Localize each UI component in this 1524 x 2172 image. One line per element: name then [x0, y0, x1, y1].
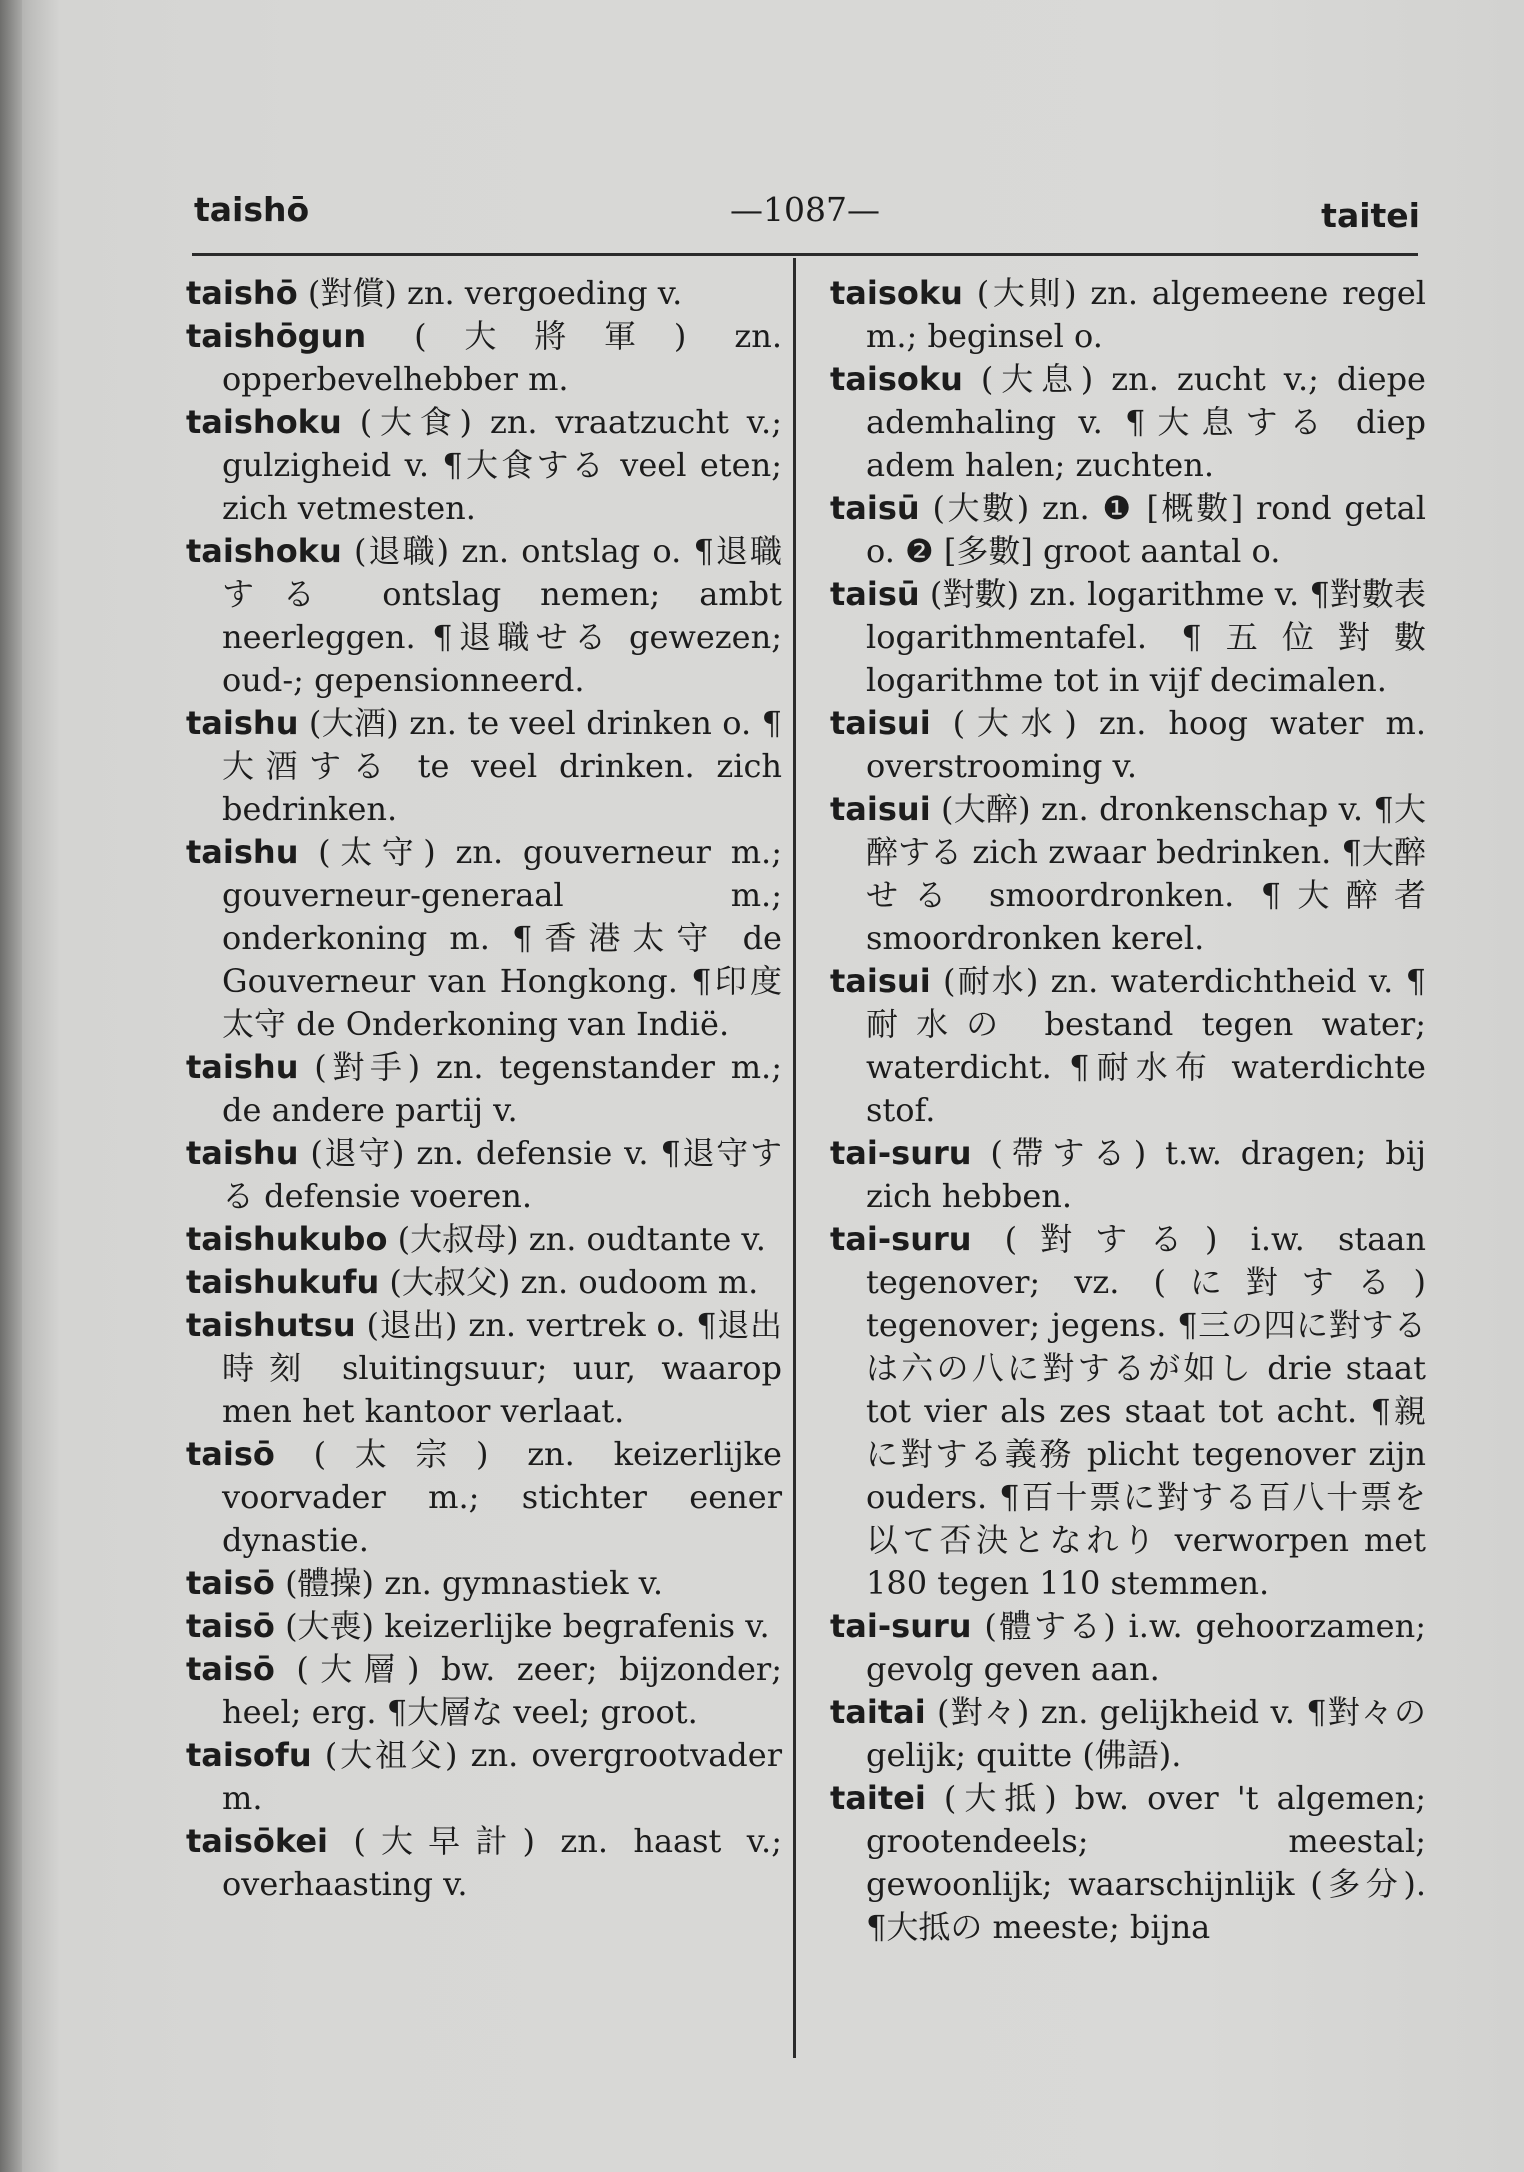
entry-body: (對數) zn. logarithme v. ¶對數表 logarithmentafel. ¶五位對數 logarithme tot in vijf decimalen. [866, 575, 1426, 699]
headword: taishukubo [186, 1220, 388, 1258]
dictionary-entry [830, 788, 1426, 960]
entry-body: (體操) zn. gymnastiek v. [274, 1564, 664, 1602]
dictionary-entry [830, 1777, 1426, 1949]
dictionary-entry [186, 702, 782, 831]
headword: taishoku [186, 403, 342, 441]
entry-body: (大息) zn. zucht v.; diepe ademhaling v. ¶大息する diep adem halen; zuchten. [866, 360, 1426, 484]
headword: taisōkei [186, 1822, 328, 1860]
entry-body: (大抵) bw. over 't algemen; grootendeels; meestal; gewoonlijk; waarschijnlijk (多分). ¶大抵の meeste; bijna [866, 1779, 1426, 1946]
entry-body: (對々) zn. gelijkheid v. ¶對々の gelijk; quitte (佛語). [866, 1693, 1426, 1774]
dictionary-entry [186, 1605, 782, 1648]
entry-body: (大則) zn. algemeene regel m.; beginsel o. [866, 274, 1426, 355]
headword: taisoku [830, 274, 963, 312]
dictionary-entry [830, 573, 1426, 702]
headword: taisoku [830, 360, 963, 398]
dictionary-entry [186, 1132, 782, 1218]
dictionary-entry [186, 1433, 782, 1562]
dictionary-entry [830, 960, 1426, 1132]
dictionary-entry [830, 272, 1426, 358]
left-column [186, 272, 782, 1906]
dictionary-entry [186, 1304, 782, 1433]
page-header [190, 190, 1420, 240]
entry-body: (退職) zn. ontslag o. ¶退職する ontslag nemen; ambt neerleggen. ¶退職せる gewezen; oud-; gepensionneerd. [222, 532, 782, 699]
headword: taisui [830, 704, 931, 742]
headword: taishoku [186, 532, 342, 570]
entry-body: (大早計) zn. haast v.; overhaasting v. [222, 1822, 782, 1903]
dictionary-entry [186, 1734, 782, 1820]
dictionary-entry [186, 530, 782, 702]
dictionary-entry [186, 401, 782, 530]
dictionary-entry [186, 1648, 782, 1734]
entry-body: (大酒) zn. te veel drinken o. ¶大酒する te veel drinken. zich bedrinken. [222, 704, 782, 828]
headword: taishu [186, 833, 299, 871]
headword: taitei [830, 1779, 926, 1817]
headword: taishō [186, 274, 298, 312]
headword: taishukufu [186, 1263, 380, 1301]
entry-body: (大水) zn. hoog water m. overstrooming v. [866, 704, 1426, 785]
dictionary-entry [830, 1605, 1426, 1691]
dictionary-entry [830, 1132, 1426, 1218]
entry-body: (退守) zn. defensie v. ¶退守する defensie voeren. [222, 1134, 782, 1215]
dictionary-entry [186, 1562, 782, 1605]
entry-body: (大數) zn. ❶ [概數] rond getal o. ❷ [多數] groot aantal o. [866, 489, 1426, 570]
dictionary-entry [830, 358, 1426, 487]
headword: taishōgun [186, 317, 367, 355]
headword: taitai [830, 1693, 926, 1731]
entry-body: (帶する) t.w. dragen; bij zich hebben. [866, 1134, 1426, 1215]
entry-body: (對手) zn. tegenstander m.; de andere partij v. [222, 1048, 782, 1129]
dictionary-entry [186, 1218, 782, 1261]
entry-body: (耐水) zn. waterdichtheid v. ¶耐水の bestand tegen water; waterdicht. ¶耐水布 waterdichte stof. [866, 962, 1426, 1129]
headword: taishu [186, 1134, 299, 1172]
headword: taisofu [186, 1736, 312, 1774]
headword: taishutsu [186, 1306, 356, 1344]
book-spine-shadow [0, 0, 22, 2172]
column-divider [793, 258, 796, 2058]
headword: taisui [830, 790, 931, 828]
headword: taisū [830, 489, 920, 527]
headword: taisū [830, 575, 920, 613]
header-rule [192, 253, 1418, 256]
right-column [830, 272, 1426, 1949]
entry-body: (對償) zn. vergoeding v. [297, 274, 683, 312]
headword: tai-suru [830, 1134, 972, 1172]
dictionary-entry [830, 702, 1426, 788]
headword: tai-suru [830, 1220, 972, 1258]
header-right-guideword: taitei [1321, 196, 1420, 235]
headword: taishu [186, 1048, 299, 1086]
dictionary-entry [186, 1261, 782, 1304]
page-number: —1087— [730, 190, 880, 229]
entry-body: (太守) zn. gouverneur m.; gouverneur-generaal m.; onderkoning m. ¶香港太守 de Gouverneur van Hongkong. ¶印度太守 de Onderkoning van Indië. [222, 833, 782, 1043]
entry-body: (大祖父) zn. overgrootvader m. [222, 1736, 782, 1817]
headword: taisō [186, 1564, 275, 1602]
dictionary-entry [830, 1218, 1426, 1605]
dictionary-entry [186, 272, 782, 315]
entry-body: (大食) zn. vraatzucht v.; gulzigheid v. ¶大食する veel eten; zich vetmesten. [222, 403, 782, 527]
dictionary-entry [186, 1046, 782, 1132]
dictionary-entry [186, 315, 782, 401]
dictionary-entry [186, 1820, 782, 1906]
headword: taisō [186, 1607, 275, 1645]
entry-body: (大喪) keizerlijke begrafenis v. [274, 1607, 770, 1645]
entry-body: (大醉) zn. dronkenschap v. ¶大醉する zich zwaar bedrinken. ¶大醉せる smoordronken. ¶大醉者 smoordronken kerel. [866, 790, 1426, 957]
header-left-guideword: taishō [194, 190, 310, 229]
entry-body: (大層) bw. zeer; bijzonder; heel; erg. ¶大層な veel; groot. [222, 1650, 782, 1731]
entry-body: (體する) i.w. gehoorzamen; gevolg geven aan. [866, 1607, 1426, 1688]
headword: taisō [186, 1435, 275, 1473]
headword: taisō [186, 1650, 275, 1688]
entry-body: (對する) i.w. staan tegenover; vz. (に對する) tegenover; jegens. ¶三の四に對するは六の八に對するが如し drie staat tot vier als zes staat tot acht. ¶親に對する義務 plicht tegenover zijn ouders. ¶百十票に對する百八十票を以て否決となれり verworpen met 180 tegen 110 stemmen. [866, 1220, 1426, 1602]
dictionary-entry [830, 1691, 1426, 1777]
headword: tai-suru [830, 1607, 972, 1645]
entry-body: (大叔父) zn. oudoom m. [379, 1263, 759, 1301]
dictionary-entry [186, 831, 782, 1046]
headword: taishu [186, 704, 299, 742]
entry-body: (大將軍) zn. opperbevelhebber m. [222, 317, 782, 398]
entry-body: (大叔母) zn. oudtante v. [387, 1220, 766, 1258]
entry-body: (太宗) zn. keizerlijke voorvader m.; stichter eener dynastie. [222, 1435, 782, 1559]
entry-body: (退出) zn. vertrek o. ¶退出時刻 sluitingsuur; uur, waarop men het kantoor verlaat. [222, 1306, 782, 1430]
headword: taisui [830, 962, 931, 1000]
dictionary-entry [830, 487, 1426, 573]
